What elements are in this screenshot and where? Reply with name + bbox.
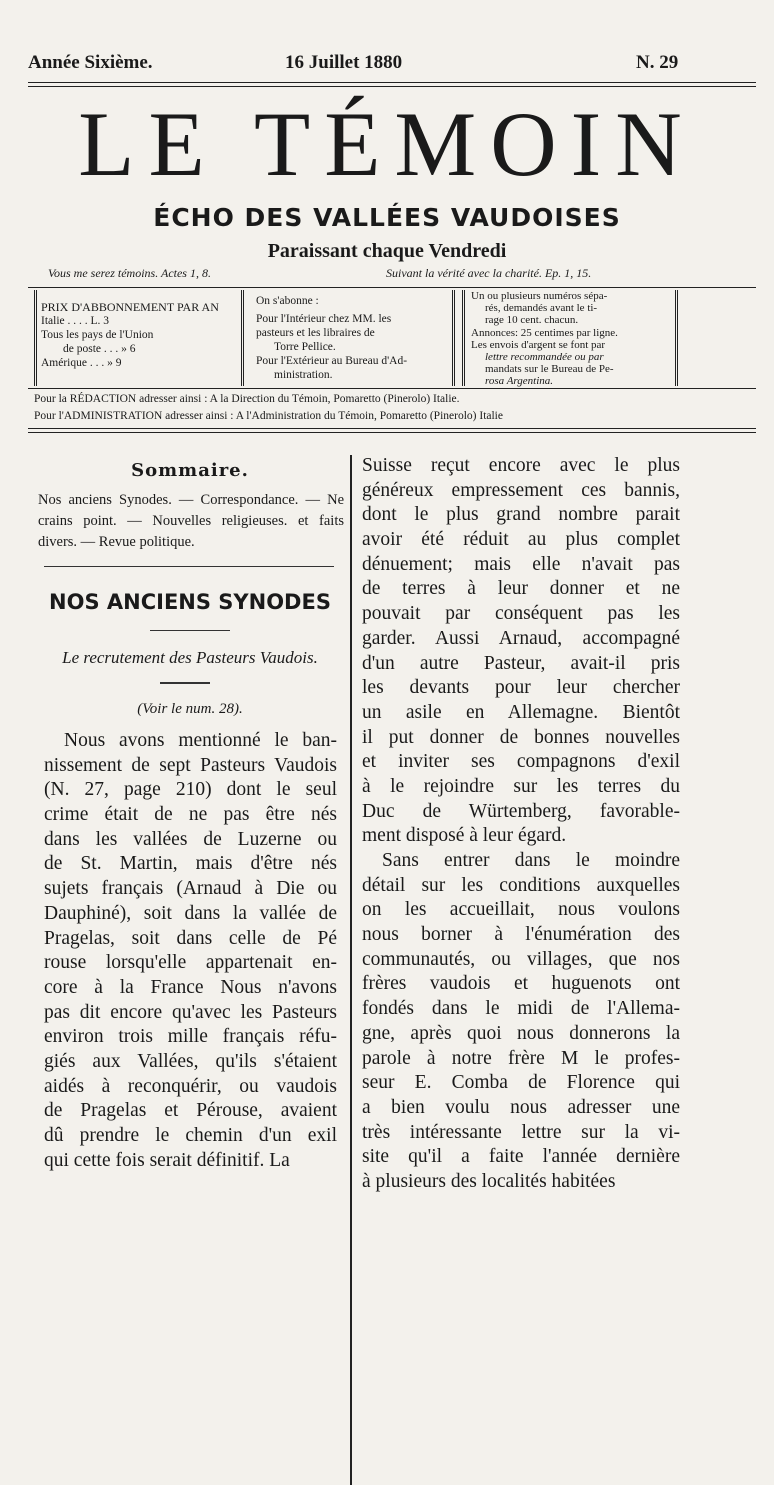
sommaire-body: Nos anciens Synodes. — Correspondance. — Ne crains point. — Nouvelles religieuses. et faits divers. — Revue politique. <box>38 492 344 550</box>
article-line: dû prendre le chemin d'un exil <box>44 1125 337 1146</box>
article-title: NOS ANCIENS SYNODES <box>49 590 331 614</box>
sommaire-rule <box>44 566 334 567</box>
article-line: core à la France Nous n'avons <box>44 976 337 998</box>
article-line: communautés, ou villages, que nos <box>362 948 680 970</box>
article-line: fondés dans le midi de l'Allema- <box>362 998 680 1020</box>
numbers-box <box>462 290 678 386</box>
article-line: détail sur les conditions auxquelles <box>362 874 680 896</box>
numbers-line: Un ou plusieurs numéros sépa- <box>471 290 608 302</box>
subtitle-rule <box>160 682 210 684</box>
article-line: de St. Martin, mais d'être nés <box>44 853 337 875</box>
article-line: d'un autre Pasteur, avait-il pris <box>362 652 680 674</box>
article-line: à plusieurs des localités habitées <box>362 1170 616 1192</box>
subscription-line: Italie . . . . L. 3 <box>41 315 110 327</box>
article-line: et inviter ses compagnons d'exil <box>362 751 680 773</box>
article-line: Duc de Würtemberg, favorable- <box>362 800 680 822</box>
numbers-line: rés, demandés avant le ti- <box>485 302 598 315</box>
header-rule <box>28 82 756 83</box>
article-line: ment disposé à leur égard. <box>362 825 567 847</box>
sommaire-heading: Sommaire. <box>131 460 249 481</box>
article-line: de Pragelas et Pérouse, avaient <box>44 1100 337 1122</box>
article-line: frères vaudois et huguenots ont <box>362 973 680 995</box>
article-line: Dauphiné), soit dans la vallée de <box>44 902 337 924</box>
article-column-left <box>44 729 337 1173</box>
article-line: aidés à reconquérir, ou vaudois <box>44 1075 337 1097</box>
article-line: il put donner de bonnes nouvelles <box>362 726 680 748</box>
column-divider <box>350 455 352 1485</box>
year-label: Année Sixième. <box>28 52 153 73</box>
numbers-line: mandats sur le Bureau de Pe- <box>485 363 614 376</box>
subscription-line: de poste . . . » 6 <box>63 343 136 355</box>
article-line: Suisse reçut encore avec le plus <box>362 455 680 476</box>
article-line: Pragelas, soit dans celle de Pé <box>44 927 337 949</box>
subscription-line: Amérique . . . » 9 <box>41 357 122 369</box>
article-line: nous borner à l'énumération des <box>362 924 680 946</box>
header-bottom-rule <box>28 428 756 429</box>
article-line: dont le plus grand nombre parait <box>362 504 680 526</box>
article-line: site qu'il a faite l'année dernière <box>362 1146 680 1168</box>
article-line: très intéressante lettre sur la vi- <box>362 1121 680 1143</box>
masthead-title: LE TÉMOIN <box>78 93 696 195</box>
article-subtitle: Le recrutement des Pasteurs Vaudois. <box>62 648 318 667</box>
article-line: à le rejoindre sur les terres du <box>362 775 680 797</box>
article-line: généreux empressement ces bannis, <box>362 479 680 501</box>
article-line: les devants pour leur chercher <box>362 677 680 699</box>
issue-number: N. 29 <box>636 52 679 73</box>
article-line: de terres à leur donner et ne <box>362 578 680 600</box>
article-line: Sans entrer dans le moindre <box>382 850 680 871</box>
article-line: on les accueillait, nous voulons <box>362 899 680 921</box>
article-line: environ trois mille français réfu- <box>44 1026 337 1048</box>
numbers-line: rage 10 cent. chacun. <box>485 314 579 327</box>
article-line: garder. Aussi Arnaud, accompagné <box>362 627 680 649</box>
motto-right: Suivant la vérité avec la charité. Ep. 1, 15. <box>386 266 592 280</box>
publication-frequency: Paraissant chaque Vendredi <box>267 240 507 262</box>
subscription-line: Tous les pays de l'Union <box>41 329 154 341</box>
article-line: dénuement; mais elle n'avait pas <box>362 553 680 575</box>
article-line: pouvait par conséquent pas les <box>362 603 680 625</box>
numbers-line: lettre recommandée ou par <box>485 351 604 364</box>
header-bottom-rule <box>28 432 756 433</box>
article-line: crime était de ne pas être nés <box>44 804 337 826</box>
issue-date: 16 Juillet 1880 <box>285 52 403 73</box>
article-line: un asile en Allemagne. Bientôt <box>362 701 680 723</box>
article-line: (N. 27, page 210) dont le seul <box>44 779 337 801</box>
where-line: On s'abonne : <box>256 295 319 307</box>
administration-address: Pour l'ADMINISTRATION adresser ainsi : A l'Administration du Témoin, Pomaretto (Pinerolo) Italie <box>34 410 503 422</box>
where-box <box>252 290 455 386</box>
article-line: qui cette fois serait définitif. La <box>44 1149 290 1171</box>
title-rule <box>150 630 230 631</box>
masthead-subtitle: ÉCHO DES VALLÉES VAUDOISES <box>153 203 621 232</box>
article-line: a bien voulu nous adresser une <box>362 1096 680 1118</box>
article-line: Nous avons mentionné le ban- <box>64 730 337 751</box>
article-line: parole à notre frère M le profes- <box>362 1047 680 1069</box>
article-line: sujets français (Arnaud à Die ou <box>44 878 337 900</box>
numbers-line: Annonces: 25 centimes par ligne. <box>471 326 618 339</box>
header-rule <box>28 86 756 87</box>
article-line: gne, après quoi nous donnerons la <box>362 1022 680 1044</box>
article-line: seur E. Comba de Florence qui <box>362 1072 680 1094</box>
box-top-rule <box>28 287 756 288</box>
numbers-line: Les envois d'argent se font par <box>471 338 606 351</box>
article-line: rouse lorsqu'elle appartenait en- <box>44 952 337 974</box>
where-line: Pour l'Intérieur chez MM. les <box>256 313 392 325</box>
motto-left: Vous me serez témoins. Actes 1, 8. <box>48 266 211 280</box>
article-line: nissement de sept Pasteurs Vaudois <box>44 754 337 776</box>
article-line: giés aux Vallées, qu'ils s'étaient <box>44 1050 337 1072</box>
subscription-title: PRIX D'ABBONNEMENT PAR AN <box>41 300 219 314</box>
where-line: Pour l'Extérieur au Bureau d'Ad- <box>256 355 408 367</box>
numbers-line: rosa Argentina. <box>485 375 554 388</box>
where-line: pasteurs et les libraires de <box>256 327 375 339</box>
box-bottom-rule <box>28 388 756 389</box>
subscription-box <box>34 290 244 386</box>
redaction-address: Pour la RÉDACTION adresser ainsi : A la Direction du Témoin, Pomaretto (Pinerolo) Italie. <box>34 393 460 405</box>
article-line: pas dit encore qu'avec les Pasteurs <box>44 1001 337 1023</box>
article-line: dans les vallées de Luzerne ou <box>44 828 337 850</box>
article-line: avoir été réduit au plus complet <box>362 529 680 551</box>
where-line: Torre Pellice. <box>274 341 336 353</box>
article-column-right <box>362 454 680 1195</box>
where-line: ministration. <box>274 369 333 381</box>
article-reference: (Voir le num. 28). <box>137 701 243 717</box>
